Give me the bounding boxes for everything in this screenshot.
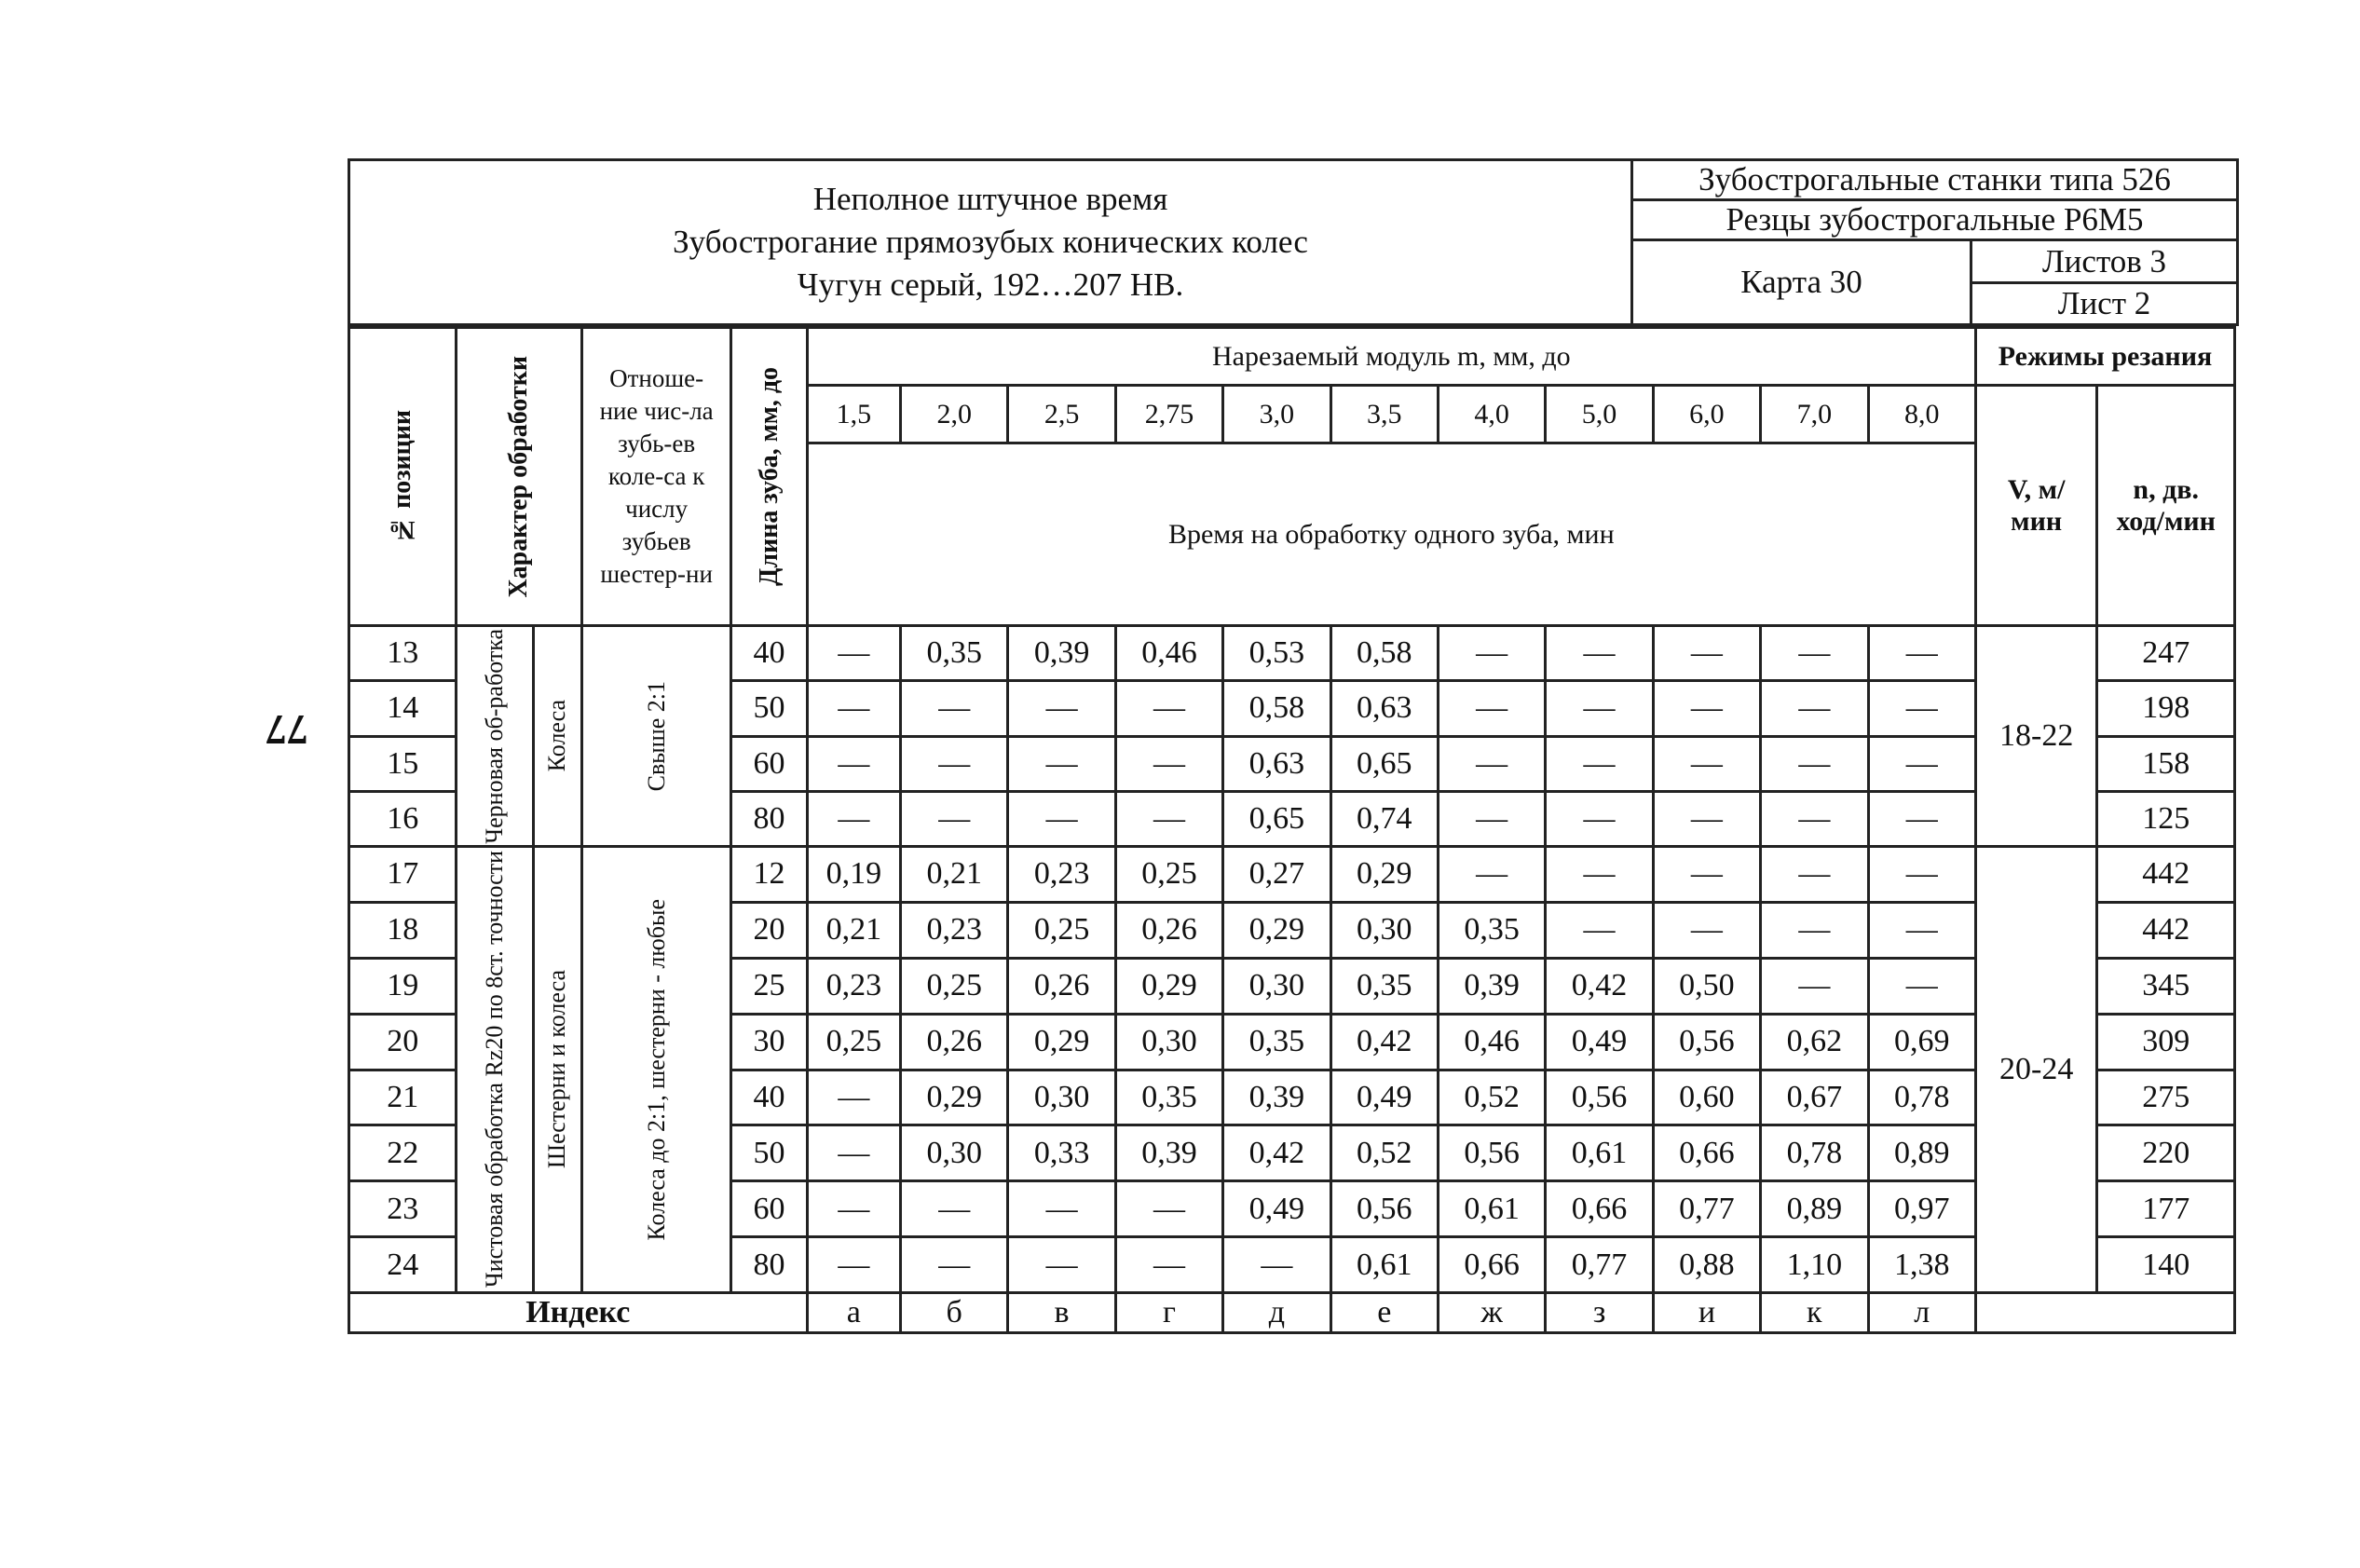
position-cell: 20: [349, 1014, 457, 1070]
index-letter: з: [1546, 1293, 1653, 1333]
time-cell: —: [1761, 681, 1868, 736]
time-cell: —: [1008, 1237, 1115, 1293]
time-cell: —: [1546, 626, 1653, 681]
time-cell: —: [1546, 736, 1653, 791]
time-cell: —: [1115, 1237, 1222, 1293]
time-cell: —: [1868, 902, 1975, 958]
part-cell: [533, 626, 581, 847]
time-cell: —: [901, 1181, 1008, 1237]
cutter-type: Резцы зубострогальные Р6М5: [1632, 200, 2238, 240]
time-cell: 0,29: [1223, 902, 1330, 958]
time-cell: —: [1438, 736, 1545, 791]
strokes-cell: 247: [2097, 626, 2235, 681]
time-cell: 0,29: [1330, 847, 1438, 903]
time-cell: —: [807, 1125, 900, 1181]
length-cell: 60: [731, 736, 807, 791]
time-cell: —: [807, 1181, 900, 1237]
time-cell: 0,88: [1653, 1237, 1760, 1293]
position-cell: 15: [349, 736, 457, 791]
time-cell: —: [1438, 626, 1545, 681]
time-cell: 0,67: [1761, 1070, 1868, 1125]
strokes-cell: 345: [2097, 958, 2235, 1014]
time-cell: 0,89: [1761, 1181, 1868, 1237]
time-cell: 0,58: [1330, 626, 1438, 681]
title-line-2: Зубострогание прямозубых конических колес: [673, 224, 1308, 260]
time-cell: —: [1115, 736, 1222, 791]
time-cell: —: [1546, 847, 1653, 903]
time-cell: 0,30: [1008, 1070, 1115, 1125]
position-cell: 21: [349, 1070, 457, 1125]
strokes-cell: 125: [2097, 791, 2235, 846]
index-letter: ж: [1438, 1293, 1545, 1333]
time-cell: 0,35: [1223, 1014, 1330, 1070]
time-header: Время на обработку одного зуба, мин: [807, 443, 1975, 626]
time-cell: 0,97: [1868, 1181, 1975, 1237]
time-cell: —: [901, 736, 1008, 791]
ratio-text: Колеса до 2:1, шестерни - любые: [642, 898, 670, 1241]
time-cell: 0,78: [1761, 1125, 1868, 1181]
position-cell: 17: [349, 847, 457, 903]
time-cell: 0,30: [1330, 902, 1438, 958]
time-cell: —: [1008, 791, 1115, 846]
index-letter: л: [1868, 1293, 1975, 1333]
time-cell: 0,29: [1115, 958, 1222, 1014]
time-cell: 0,33: [1008, 1125, 1115, 1181]
time-cell: 0,52: [1438, 1070, 1545, 1125]
time-cell: —: [1546, 902, 1653, 958]
col-ratio-header: Отноше-ние чис-ла зубь-ев коле-са к числу зубьев шестер-ни: [581, 328, 731, 626]
ratio-text: Свыше 2:1: [642, 680, 670, 792]
time-cell: 0,52: [1330, 1125, 1438, 1181]
time-cell: 0,61: [1546, 1125, 1653, 1181]
position-cell: 14: [349, 681, 457, 736]
time-cell: 0,30: [1115, 1014, 1222, 1070]
time-cell: 0,21: [807, 902, 900, 958]
strokes-cell: 309: [2097, 1014, 2235, 1070]
index-letter: и: [1653, 1293, 1760, 1333]
time-cell: 0,63: [1330, 681, 1438, 736]
time-cell: —: [901, 791, 1008, 846]
time-cell: 0,35: [901, 626, 1008, 681]
length-cell: 80: [731, 791, 807, 846]
time-cell: —: [1438, 681, 1545, 736]
time-norm-table: [348, 326, 2236, 1334]
character-text: Черновая об-работка: [481, 628, 509, 844]
position-cell: 18: [349, 902, 457, 958]
speed-header: V, м/мин: [1975, 386, 2096, 626]
time-cell: 0,49: [1330, 1070, 1438, 1125]
time-cell: 0,53: [1223, 626, 1330, 681]
time-cell: 0,56: [1546, 1070, 1653, 1125]
length-cell: 40: [731, 626, 807, 681]
time-cell: 0,74: [1330, 791, 1438, 846]
time-cell: 0,46: [1115, 626, 1222, 681]
time-cell: —: [901, 681, 1008, 736]
time-cell: —: [1868, 847, 1975, 903]
time-cell: 0,56: [1438, 1125, 1545, 1181]
time-cell: 0,26: [1008, 958, 1115, 1014]
time-cell: —: [807, 791, 900, 846]
time-cell: 0,29: [1008, 1014, 1115, 1070]
speed-cell: 18-22: [1975, 626, 2096, 847]
time-cell: —: [807, 736, 900, 791]
time-cell: —: [1653, 791, 1760, 846]
time-cell: 0,56: [1653, 1014, 1760, 1070]
character-cell: [457, 847, 533, 1293]
time-cell: 0,29: [901, 1070, 1008, 1125]
time-cell: 0,35: [1330, 958, 1438, 1014]
position-cell: 22: [349, 1125, 457, 1181]
time-cell: 0,25: [901, 958, 1008, 1014]
time-cell: 0,49: [1546, 1014, 1653, 1070]
module-value: 3,0: [1223, 386, 1330, 443]
time-cell: 0,25: [807, 1014, 900, 1070]
time-cell: —: [807, 1070, 900, 1125]
time-cell: —: [1008, 681, 1115, 736]
time-cell: —: [1653, 847, 1760, 903]
time-cell: 0,89: [1868, 1125, 1975, 1181]
module-value: 5,0: [1546, 386, 1653, 443]
part-text: Шестерни и колеса: [543, 970, 571, 1169]
index-letter: а: [807, 1293, 900, 1333]
time-cell: 0,39: [1008, 626, 1115, 681]
time-cell: 0,42: [1546, 958, 1653, 1014]
time-cell: 0,61: [1438, 1181, 1545, 1237]
time-cell: —: [1008, 1181, 1115, 1237]
strokes-header: n, дв. ход/мин: [2097, 386, 2235, 626]
time-cell: —: [1653, 902, 1760, 958]
time-cell: 0,61: [1330, 1237, 1438, 1293]
time-cell: 0,69: [1868, 1014, 1975, 1070]
time-cell: —: [1653, 736, 1760, 791]
time-cell: 0,65: [1223, 791, 1330, 846]
time-cell: 0,46: [1438, 1014, 1545, 1070]
index-row: [349, 1293, 2235, 1333]
index-letter: д: [1223, 1293, 1330, 1333]
time-cell: 0,21: [901, 847, 1008, 903]
time-cell: 0,23: [1008, 847, 1115, 903]
length-cell: 40: [731, 1070, 807, 1125]
time-cell: —: [1438, 847, 1545, 903]
character-text: Чистовая обработка Rz20 по 8ст. точности: [481, 851, 509, 1288]
index-letter: е: [1330, 1293, 1438, 1333]
time-cell: —: [1008, 736, 1115, 791]
time-cell: 0,62: [1761, 1014, 1868, 1070]
time-cell: —: [1546, 791, 1653, 846]
time-cell: —: [1868, 626, 1975, 681]
position-cell: 23: [349, 1181, 457, 1237]
strokes-cell: 140: [2097, 1237, 2235, 1293]
time-cell: —: [1761, 958, 1868, 1014]
time-cell: 0,66: [1653, 1125, 1760, 1181]
module-value: 8,0: [1868, 386, 1975, 443]
time-cell: 0,66: [1438, 1237, 1545, 1293]
position-cell: 24: [349, 1237, 457, 1293]
page-number: 77: [266, 706, 308, 754]
length-cell: 50: [731, 1125, 807, 1181]
index-letter: г: [1115, 1293, 1222, 1333]
module-value: 2,75: [1115, 386, 1222, 443]
time-cell: —: [807, 626, 900, 681]
module-header: Нарезаемый модуль m, мм, до: [807, 328, 1975, 386]
time-cell: 0,50: [1653, 958, 1760, 1014]
time-cell: 1,10: [1761, 1237, 1868, 1293]
strokes-cell: 275: [2097, 1070, 2235, 1125]
cutting-modes-header: Режимы резания: [1975, 328, 2234, 386]
position-cell: 16: [349, 791, 457, 846]
time-cell: 0,65: [1330, 736, 1438, 791]
index-letter: б: [901, 1293, 1008, 1333]
time-cell: —: [807, 681, 900, 736]
title-line-3: Чугун серый, 192…207 НВ.: [797, 266, 1184, 303]
time-cell: —: [1761, 847, 1868, 903]
module-value: 4,0: [1438, 386, 1545, 443]
time-cell: 0,63: [1223, 736, 1330, 791]
time-cell: —: [1761, 902, 1868, 958]
position-cell: 19: [349, 958, 457, 1014]
module-value: 2,5: [1008, 386, 1115, 443]
index-letter: к: [1761, 1293, 1868, 1333]
strokes-cell: 220: [2097, 1125, 2235, 1181]
time-cell: 0,77: [1546, 1237, 1653, 1293]
time-cell: 0,49: [1223, 1181, 1330, 1237]
time-cell: 0,25: [1008, 902, 1115, 958]
time-cell: 0,26: [1115, 902, 1222, 958]
time-cell: —: [1438, 791, 1545, 846]
time-cell: 0,56: [1330, 1181, 1438, 1237]
strokes-cell: 177: [2097, 1181, 2235, 1237]
part-cell: [533, 847, 581, 1293]
time-cell: 0,35: [1438, 902, 1545, 958]
time-cell: 0,60: [1653, 1070, 1760, 1125]
length-cell: 25: [731, 958, 807, 1014]
time-cell: —: [1653, 681, 1760, 736]
time-cell: 0,39: [1438, 958, 1545, 1014]
strokes-cell: 158: [2097, 736, 2235, 791]
time-cell: 0,66: [1546, 1181, 1653, 1237]
time-cell: 0,42: [1330, 1014, 1438, 1070]
strokes-cell: 442: [2097, 902, 2235, 958]
time-cell: —: [1223, 1237, 1330, 1293]
ratio-cell: [581, 626, 731, 847]
length-cell: 30: [731, 1014, 807, 1070]
time-cell: —: [1868, 681, 1975, 736]
strokes-cell: 442: [2097, 847, 2235, 903]
time-cell: 0,23: [807, 958, 900, 1014]
card-title: [349, 160, 1632, 325]
time-cell: 0,58: [1223, 681, 1330, 736]
time-cell: —: [1761, 736, 1868, 791]
time-cell: —: [1653, 626, 1760, 681]
module-value: 1,5: [807, 386, 900, 443]
time-cell: —: [1868, 736, 1975, 791]
time-cell: —: [1868, 958, 1975, 1014]
sheet-number: Лист 2: [1971, 282, 2238, 324]
time-cell: 0,39: [1115, 1125, 1222, 1181]
time-cell: 0,27: [1223, 847, 1330, 903]
time-cell: 1,38: [1868, 1237, 1975, 1293]
time-cell: 0,30: [1223, 958, 1330, 1014]
time-cell: 0,30: [901, 1125, 1008, 1181]
part-text: Колеса: [543, 700, 571, 772]
ratio-cell: [581, 847, 731, 1293]
time-cell: 0,78: [1868, 1070, 1975, 1125]
module-value: 2,0: [901, 386, 1008, 443]
time-cell: 0,35: [1115, 1070, 1222, 1125]
length-cell: 12: [731, 847, 807, 903]
time-cell: —: [1761, 626, 1868, 681]
norm-card: [348, 158, 2236, 1334]
table-body: [349, 626, 2235, 1293]
col-length-header: Длина зуба, мм, до: [731, 328, 807, 626]
speed-cell: 20-24: [1975, 847, 2096, 1293]
card-header: [348, 158, 2239, 326]
time-cell: —: [1546, 681, 1653, 736]
character-cell: [457, 626, 533, 847]
time-cell: —: [1115, 681, 1222, 736]
strokes-cell: 198: [2097, 681, 2235, 736]
index-empty: [1975, 1293, 2234, 1333]
time-cell: —: [1115, 791, 1222, 846]
length-cell: 50: [731, 681, 807, 736]
length-cell: 60: [731, 1181, 807, 1237]
col-character-header: Характер обработки: [457, 328, 581, 626]
time-cell: 0,77: [1653, 1181, 1760, 1237]
time-cell: —: [1115, 1181, 1222, 1237]
time-cell: —: [1761, 791, 1868, 846]
title-line-1: Неполное штучное время: [812, 181, 1168, 217]
time-cell: 0,26: [901, 1014, 1008, 1070]
time-cell: 0,25: [1115, 847, 1222, 903]
table-row: [349, 847, 2235, 903]
time-cell: 0,39: [1223, 1070, 1330, 1125]
index-letter: в: [1008, 1293, 1115, 1333]
time-cell: —: [901, 1237, 1008, 1293]
time-cell: —: [807, 1237, 900, 1293]
position-cell: 13: [349, 626, 457, 681]
length-cell: 20: [731, 902, 807, 958]
index-label: Индекс: [349, 1293, 808, 1333]
col-position-header: № позиции: [349, 328, 457, 626]
time-cell: 0,19: [807, 847, 900, 903]
module-value: 7,0: [1761, 386, 1868, 443]
sheets-total: Листов 3: [1971, 240, 2238, 282]
module-value: 6,0: [1653, 386, 1760, 443]
module-value: 3,5: [1330, 386, 1438, 443]
time-cell: —: [1868, 791, 1975, 846]
length-cell: 80: [731, 1237, 807, 1293]
time-cell: 0,23: [901, 902, 1008, 958]
card-number: Карта 30: [1632, 240, 1971, 325]
time-cell: 0,42: [1223, 1125, 1330, 1181]
table-row: [349, 626, 2235, 681]
machine-type: Зубострогальные станки типа 526: [1632, 160, 2238, 200]
